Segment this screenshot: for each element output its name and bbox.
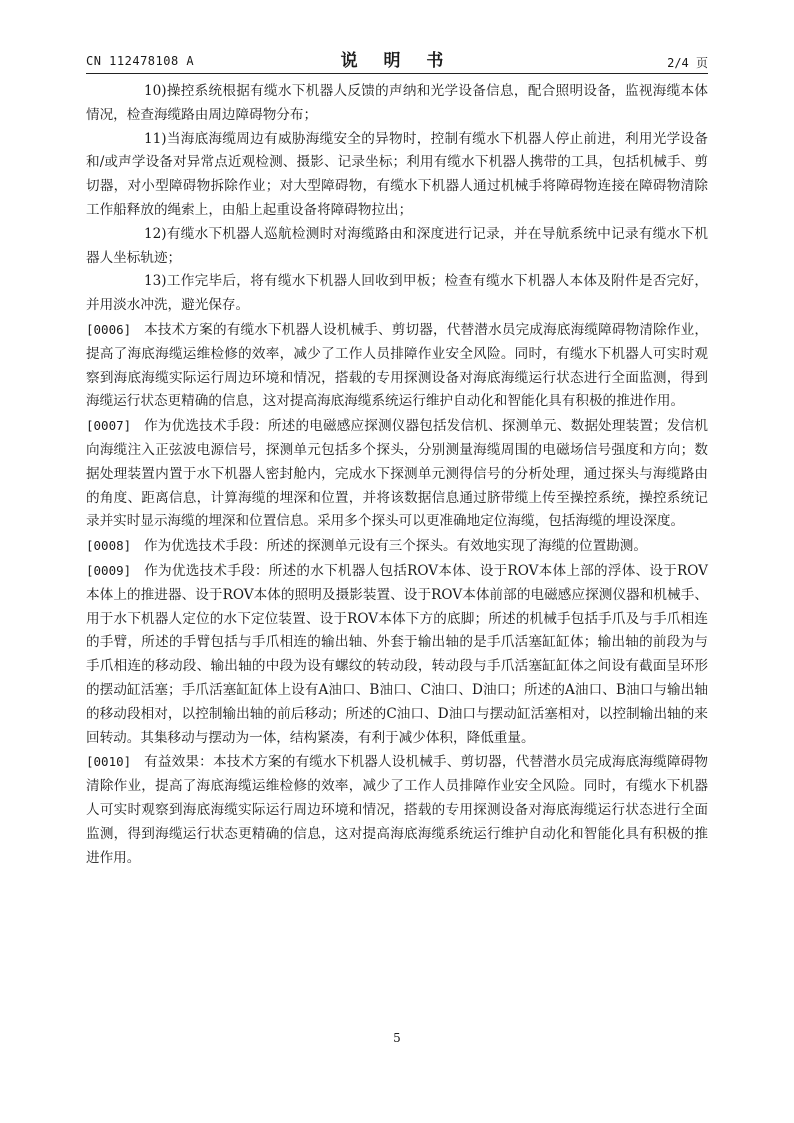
page-number: 5 [393,1031,401,1045]
page-info: 2/4 页 [667,56,708,70]
paragraph-text: 作为优选技术手段：所述的电磁感应探测仪器包括发信机、探测单元、数据处理装置；发信机向海缆注入正弦波电源信号，探测单元包括多个探头，分别测量海缆周围的电磁场信号强度和方向；数据处理装置内置于水下机器人密封舱内，完成水下探测单元测得信号的分析处理，通过探头与海缆路由的角度、距离信息，计算海缆的埋深和位置，并将该数据信息通过脐带缆上传至操控系统，操控系统记录并实时显示海缆的埋深和位置信息。采用多个探头可以更准确地定位海缆，包括海缆的埋设深度。 [86,418,708,530]
publication-number: CN 112478108 A [86,54,195,68]
paragraph-number: [0010] [86,754,132,770]
step-11: 11)当海底海缆周边有威胁海缆安全的异物时，控制有缆水下机器人停止前进，利用光学设备和/或声学设备对异常点近观检测、摄影、记录坐标；利用有缆水下机器人携带的工具，包括机械手、剪切器，对小型障碍物拆除作业；对大型障碍物，有缆水下机器人通过机械手将障碍物连接在障碍物清除工作船释放的绳索上，由船上起重设备将障碍物拉出； [86,130,708,218]
paragraph-0006 [86,318,708,414]
paragraph-0009 [86,559,708,750]
document-body [86,80,708,870]
document-title: 说 明 书 [340,51,454,71]
step-10: 10)操控系统根据有缆水下机器人反馈的声纳和光学设备信息，配合照明设备，监视海缆本体情况，检查海缆路由周边障碍物分布； [86,83,708,123]
paragraph-0008 [86,534,708,559]
paragraph-text: 本技术方案的有缆水下机器人设机械手、剪切器，代替潜水员完成海底海缆障碍物清除作业，提高了海底海缆运维检修的效率，减少了工作人员排障作业安全风险。同时，有缆水下机器人可实时观察到海底海缆实际运行周边环境和情况，搭载的专用探测设备对海底海缆运行状态进行全面监测，得到海缆运行状态更精确的信息，这对提高海底海缆系统运行维护自动化和智能化具有积极的推进作用。 [86,321,708,410]
header-rule [86,73,708,74]
paragraph-text: 有益效果：本技术方案的有缆水下机器人设机械手、剪切器，代替潜水员完成海底海缆障碍物清除作业，提高了海底海缆运维检修的效率，减少了工作人员排障作业安全风险。同时，有缆水下机器人可实时观察到海底海缆实际运行周边环境和情况，搭载的专用探测设备对海底海缆运行状态进行全面监测，得到海缆运行状态更精确的信息，这对提高海底海缆系统运行维护自动化和智能化具有积极的推进作用。 [86,754,708,866]
paragraph-number: [0006] [86,321,132,337]
paragraph-text: 作为优选技术手段：所述的水下机器人包括ROV本体、设于ROV本体上部的浮体、设于ROV本体上的推进器、设于ROV本体的照明及摄影装置、设于ROV本体前部的电磁感应探测仪器和机械手、用于水下机器人定位的水下定位装置、设于ROV本体下方的底脚；所述的机械手包括手爪及与手爪相连的手臂，所述的手臂包括与手爪相连的输出轴、外套于输出轴的是手爪活塞缸缸体；输出轴的前段为与手爪相连的移动段、输出轴的中段为设有螺纹的转动段，转动段与手爪活塞缸缸体之间设有截面呈环形的摆动缸活塞；手爪活塞缸缸体上设有A油口、B油口、C油口、D油口；所述的A油口、B油口与输出轴的移动段相对，以控制输出轴的前后移动；所述的C油口、D油口与摆动缸活塞相对，以控制输出轴的来回转动。其集移动与摆动为一体，结构紧凑，有利于减少体积，降低重量。 [86,562,708,746]
step-12: 12)有缆水下机器人巡航检测时对海缆路由和深度进行记录，并在导航系统中记录有缆水下机器人坐标轨迹； [86,225,708,266]
paragraph-text: 作为优选技术手段：所述的探测单元设有三个探头。有效地实现了海缆的位置勘测。 [144,538,647,555]
paragraph-number: [0008] [86,538,132,554]
paragraph-number: [0009] [86,562,132,578]
paragraph-0007 [86,414,708,534]
page-header [86,44,708,72]
paragraph-number: [0007] [86,418,132,434]
step-13: 13)工作完毕后，将有缆水下机器人回收到甲板；检查有缆水下机器人本体及附件是否完好，并用淡水冲洗，避光保存。 [86,273,708,314]
paragraph-0010 [86,750,708,870]
